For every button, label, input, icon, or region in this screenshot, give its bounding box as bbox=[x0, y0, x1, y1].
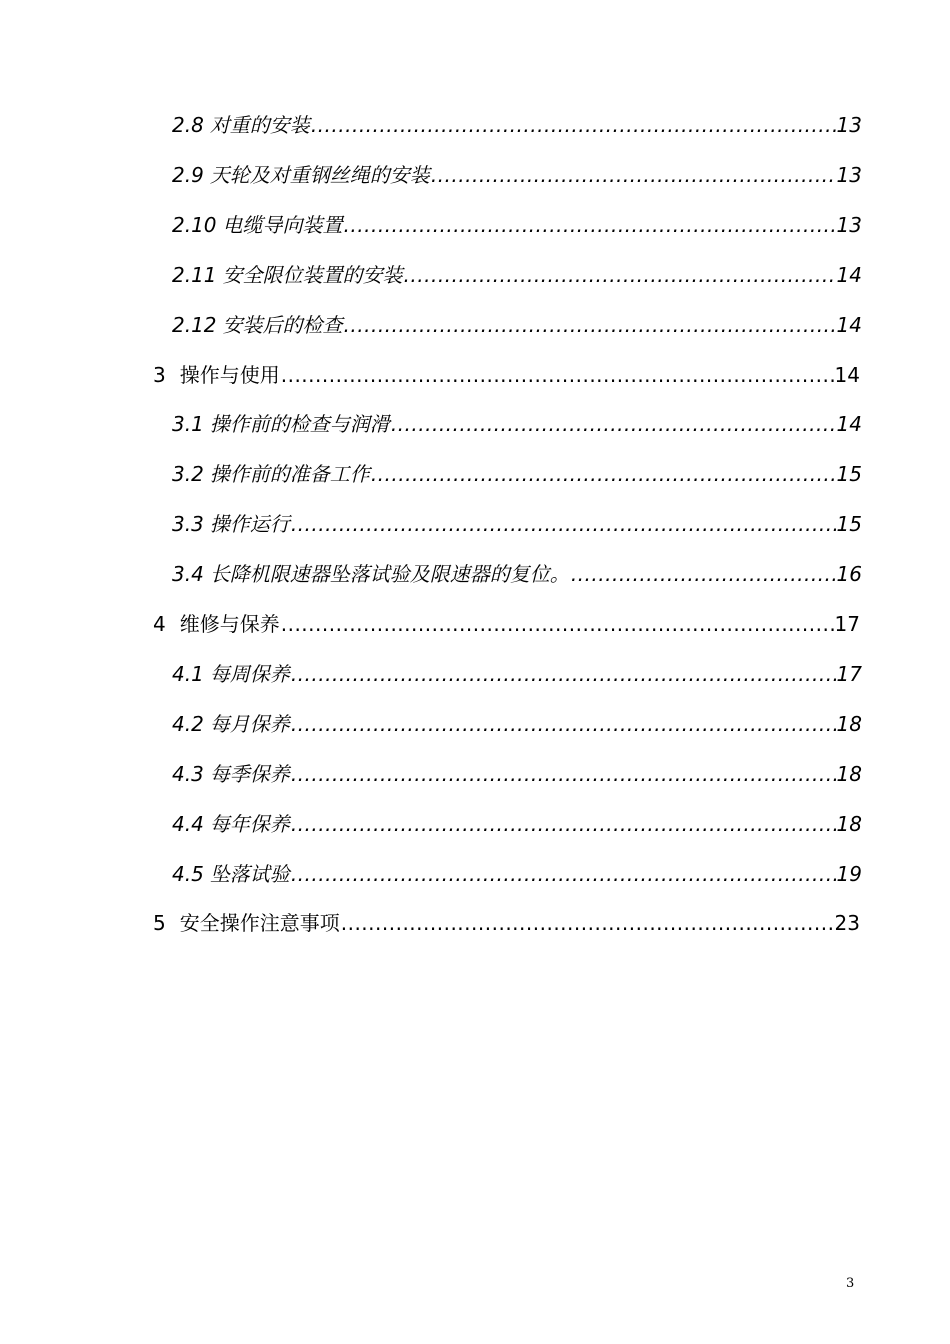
toc-entry-page: 23 bbox=[834, 911, 860, 935]
toc-entry-number: 4.5 bbox=[172, 862, 204, 886]
toc-leader-dots bbox=[291, 710, 836, 738]
toc-entry-text: 天轮及对重钢丝绳的安装 bbox=[209, 163, 430, 187]
toc-leader-dots bbox=[344, 211, 836, 239]
toc-entry[interactable] bbox=[172, 161, 862, 189]
toc-entry-text: 维修与保养 bbox=[179, 612, 280, 636]
toc-entry-page: 19 bbox=[836, 862, 862, 886]
toc-entry-text: 电缆导向装置 bbox=[222, 213, 343, 237]
toc-entry-number: 4.3 bbox=[172, 762, 204, 786]
toc-entry-text: 安装后的检查 bbox=[222, 313, 343, 337]
toc-leader-dots bbox=[391, 410, 836, 438]
toc-entry[interactable] bbox=[172, 510, 862, 538]
toc-entry-text: 操作与使用 bbox=[179, 363, 280, 387]
toc-entry-text: 每年保养 bbox=[209, 812, 290, 836]
toc-entry[interactable] bbox=[172, 261, 862, 289]
toc-entry-text: 每季保养 bbox=[209, 762, 290, 786]
toc-entry-text: 安全限位装置的安装 bbox=[222, 263, 403, 287]
toc-leader-dots bbox=[404, 261, 836, 289]
toc-entry[interactable] bbox=[172, 410, 862, 438]
toc-entry[interactable] bbox=[172, 560, 862, 588]
toc-leader-dots bbox=[291, 760, 836, 788]
toc-entry-title bbox=[172, 510, 290, 538]
toc-entry-text: 对重的安装 bbox=[209, 113, 310, 137]
toc-entry-number: 2.12 bbox=[172, 313, 217, 337]
toc-entry-number: 2.10 bbox=[172, 213, 217, 237]
toc-entry[interactable] bbox=[172, 760, 862, 788]
toc-leader-dots bbox=[291, 810, 836, 838]
toc-entry[interactable] bbox=[153, 610, 860, 638]
toc-entry-page: 18 bbox=[836, 712, 862, 736]
toc-entry-page: 18 bbox=[836, 812, 862, 836]
toc-entry-page: 13 bbox=[836, 213, 862, 237]
toc-entry-number: 3 bbox=[153, 363, 166, 387]
toc-entry[interactable] bbox=[172, 860, 862, 888]
toc-leader-dots bbox=[291, 510, 836, 538]
toc-leader-dots bbox=[291, 660, 836, 688]
toc-entry-number: 3.1 bbox=[172, 412, 204, 436]
toc-entry-text: 安全操作注意事项 bbox=[179, 911, 340, 935]
toc-entry-title bbox=[172, 860, 290, 888]
toc-entry-page: 14 bbox=[836, 263, 862, 287]
toc-entry-page: 14 bbox=[836, 412, 862, 436]
page-number: 3 bbox=[846, 1276, 855, 1291]
toc-leader-dots bbox=[371, 460, 836, 488]
toc-entry-page: 14 bbox=[836, 313, 862, 337]
toc-entry-number: 5 bbox=[153, 911, 166, 935]
toc-entry[interactable] bbox=[153, 361, 860, 389]
toc-leader-dots bbox=[344, 311, 836, 339]
toc-entry[interactable] bbox=[172, 211, 862, 239]
toc-leader-dots bbox=[311, 111, 836, 139]
toc-entry-number: 4.1 bbox=[172, 662, 204, 686]
toc-entry[interactable] bbox=[172, 111, 862, 139]
toc-entry-title bbox=[172, 810, 290, 838]
toc-entry-title bbox=[172, 410, 390, 438]
toc-entry-number: 2.8 bbox=[172, 113, 204, 137]
toc-entry-text: 长降机限速器坠落试验及限速器的复位。 bbox=[209, 562, 570, 586]
toc-entry-number: 4.4 bbox=[172, 812, 204, 836]
toc-entry-title bbox=[153, 361, 280, 389]
toc-entry[interactable] bbox=[172, 710, 862, 738]
toc-leader-dots bbox=[571, 560, 836, 588]
toc-leader-dots bbox=[281, 610, 834, 638]
toc-entry[interactable] bbox=[172, 810, 862, 838]
toc-entry-page: 14 bbox=[834, 363, 860, 387]
toc-entry-number: 2.11 bbox=[172, 263, 217, 287]
toc-entry-title bbox=[172, 710, 290, 738]
toc-entry-text: 坠落试验 bbox=[209, 862, 290, 886]
toc-entry-number: 3.3 bbox=[172, 512, 204, 536]
toc-entry-title bbox=[172, 660, 290, 688]
toc-entry-page: 17 bbox=[834, 612, 860, 636]
toc-entry[interactable] bbox=[172, 660, 862, 688]
toc-leader-dots bbox=[341, 909, 834, 937]
toc-entry-number: 4.2 bbox=[172, 712, 204, 736]
toc-leader-dots bbox=[431, 161, 836, 189]
toc-entry-title bbox=[172, 211, 343, 239]
toc-entry-number: 4 bbox=[153, 612, 166, 636]
toc-entry[interactable] bbox=[172, 311, 862, 339]
toc-entry-text: 操作前的准备工作 bbox=[209, 462, 370, 486]
toc-entry-title bbox=[172, 460, 370, 488]
toc-entry-text: 操作运行 bbox=[209, 512, 290, 536]
toc-entry-page: 13 bbox=[836, 113, 862, 137]
toc-entry-page: 16 bbox=[836, 562, 862, 586]
toc-entry-number: 3.2 bbox=[172, 462, 204, 486]
toc-entry-number: 2.9 bbox=[172, 163, 204, 187]
toc-entry-title bbox=[153, 909, 340, 937]
toc-entry-title bbox=[172, 311, 343, 339]
toc-entry-page: 17 bbox=[836, 662, 862, 686]
toc-entry-text: 每周保养 bbox=[209, 662, 290, 686]
toc-entry-text: 操作前的检查与润滑 bbox=[209, 412, 390, 436]
toc-entry-title bbox=[172, 760, 290, 788]
toc-entry-title bbox=[172, 261, 403, 289]
toc-leader-dots bbox=[281, 361, 834, 389]
toc-entry[interactable] bbox=[172, 460, 862, 488]
toc-entry-title bbox=[153, 610, 280, 638]
toc-entry-page: 15 bbox=[836, 462, 862, 486]
toc-entry-title bbox=[172, 111, 310, 139]
toc-entry-title bbox=[172, 161, 430, 189]
toc-entry-page: 18 bbox=[836, 762, 862, 786]
toc-entry-page: 13 bbox=[836, 163, 862, 187]
toc-leader-dots bbox=[291, 860, 836, 888]
toc-entry-title bbox=[172, 560, 570, 588]
toc-entry-page: 15 bbox=[836, 512, 862, 536]
toc-entry[interactable] bbox=[153, 909, 860, 937]
toc-entry-text: 每月保养 bbox=[209, 712, 290, 736]
toc-entry-number: 3.4 bbox=[172, 562, 204, 586]
